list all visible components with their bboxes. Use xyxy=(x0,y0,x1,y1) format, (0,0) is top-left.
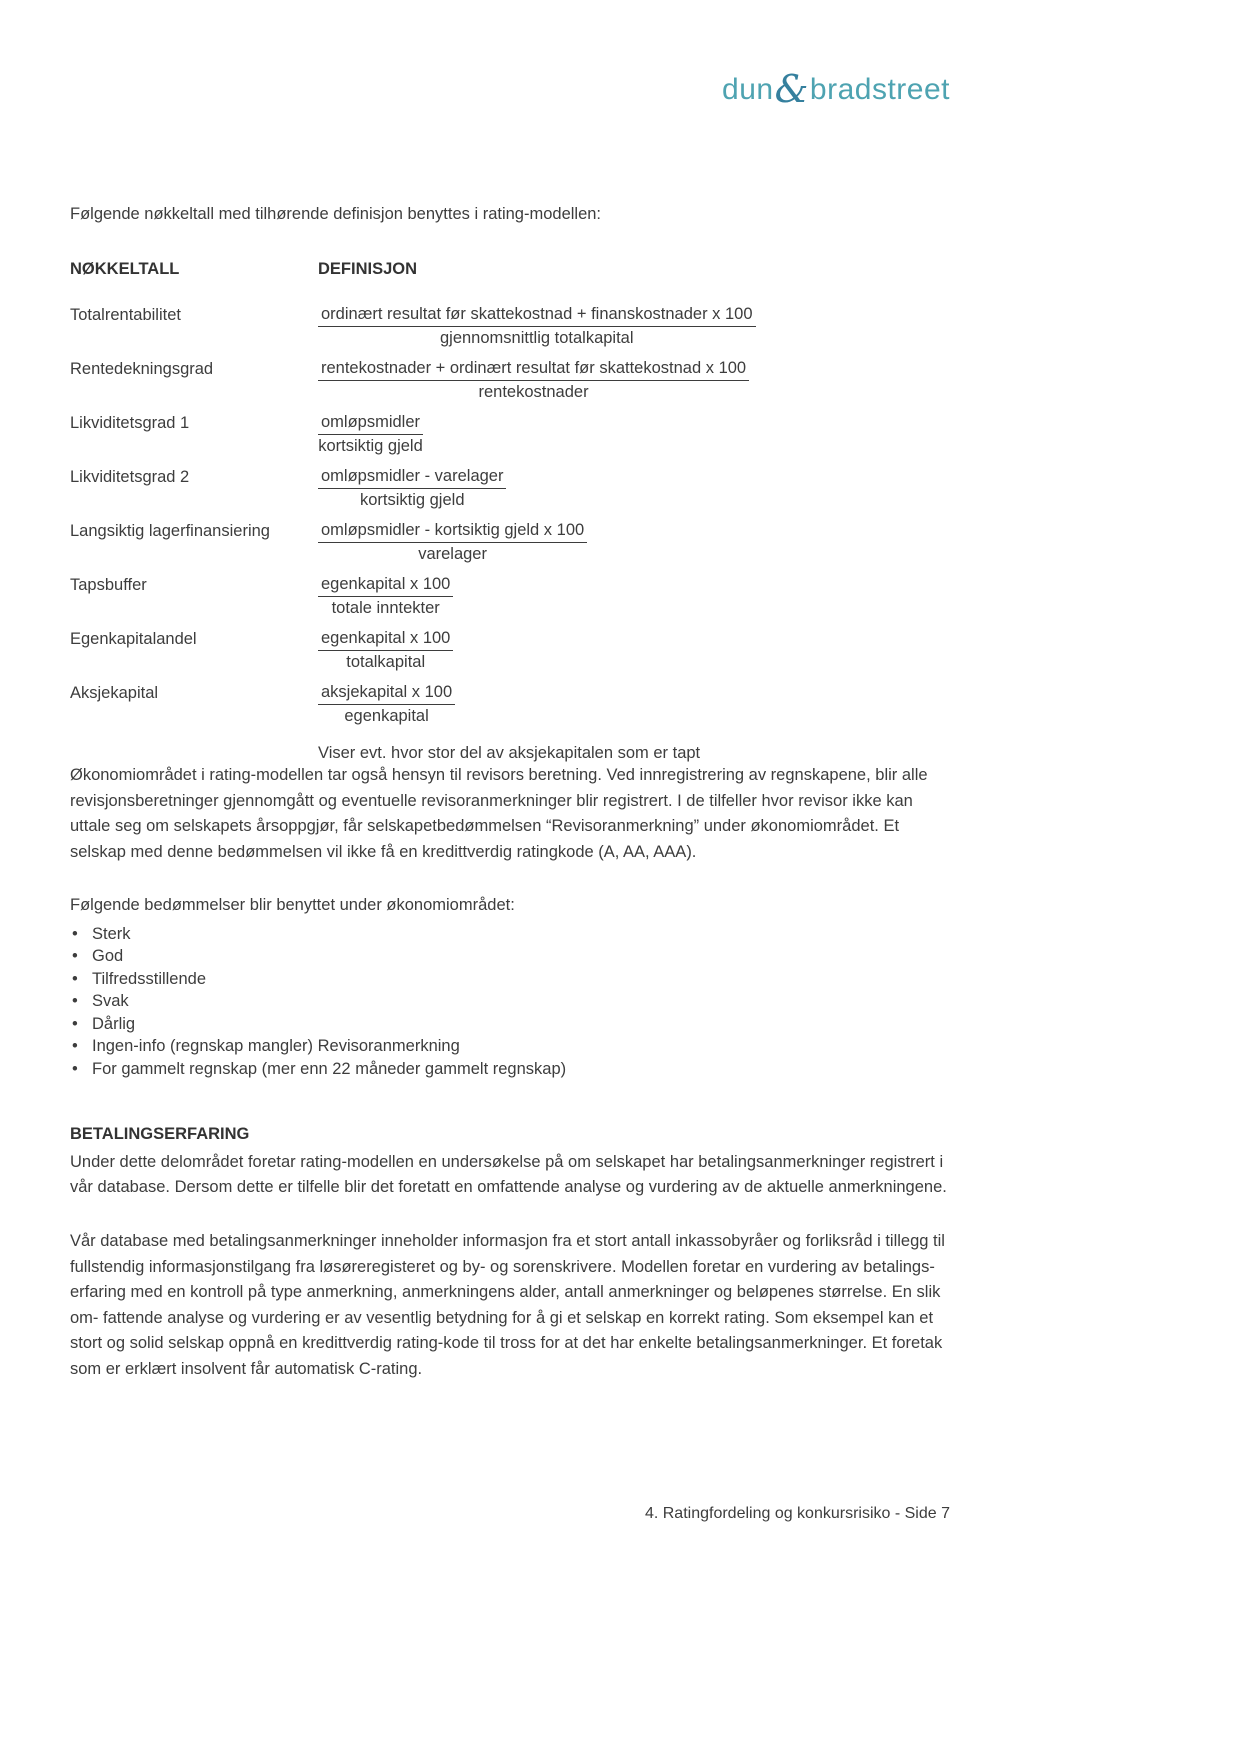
assessments-list xyxy=(70,923,950,1081)
fraction-numerator: omløpsmidler xyxy=(318,413,423,435)
key-figure-definition xyxy=(318,467,506,510)
key-figure-row xyxy=(70,359,950,402)
intro-text: Følgende nøkkeltall med tilhørende definisjon benyttes i rating-modellen: xyxy=(70,205,602,223)
page-content xyxy=(70,205,950,1406)
key-figure-row xyxy=(70,629,950,672)
column-header-definisjon: DEFINISJON xyxy=(318,260,418,278)
key-figure-row xyxy=(70,467,950,510)
key-figure-label: Tapsbuffer xyxy=(70,576,147,594)
fraction-numerator: egenkapital x 100 xyxy=(318,575,453,597)
key-figure-label: Likviditetsgrad 2 xyxy=(70,468,190,486)
key-figure-definition xyxy=(318,683,455,726)
assessment-item: • Dårlig xyxy=(70,1013,950,1036)
key-figure-row xyxy=(70,575,950,618)
fraction-numerator: egenkapital x 100 xyxy=(318,629,453,651)
assessments-intro: Følgende bedømmelser blir benyttet under økonomiområdet: xyxy=(70,896,515,915)
betalingserfaring-heading: BETALINGSERFARING xyxy=(70,1125,250,1144)
fraction-denominator: egenkapital xyxy=(344,707,429,725)
fraction-numerator: ordinært resultat før skattekostnad + finanskostnader x 100 xyxy=(318,305,756,327)
logo-ampersand: & xyxy=(774,67,809,111)
logo-word-bradstreet: bradstreet xyxy=(809,73,950,106)
key-figure-row xyxy=(70,521,950,564)
key-figure-row xyxy=(70,413,950,456)
key-figure-row xyxy=(70,683,950,726)
fraction-numerator: aksjekapital x 100 xyxy=(318,683,455,705)
betalingserfaring-paragraph-2: Vår database med betalingsanmerkninger inneholder informasjon fra et stort antall inkassobyråer og forliksråd i tillegg til fullstendig informasjonstilgang fra løsøreregisteret og by- og sorenskrivere. Modellen foretar en vurdering av betalings- erfaring med en kontroll på type anmerkning, anmerkningens alder, antall anmerkninger og beløpenes størrelse. En slik om- fattende analyse og vurdering er av vesentlig betydning for å gi et selskap en korrekt rating. Som eksempel kan et stort og solid selskap oppnå en kredittverdig rating-kode til tross for at det har enkelte betalingsanmerkninger. Et foretak som er erklært insolvent får automatisk C-rating. xyxy=(70,1232,945,1378)
key-figure-label: Aksjekapital xyxy=(70,684,159,702)
key-figure-definition xyxy=(318,629,453,672)
assessment-item: • God xyxy=(70,945,950,968)
key-figure-definition xyxy=(318,305,756,348)
key-figure-label: Egenkapitalandel xyxy=(70,630,197,648)
betalingserfaring-paragraph-1: Under dette delområdet foretar rating-modellen en undersøkelse på om selskapet har betalingsanmerkninger registrert i vår database. Dersom dette er tilfelle blir det foretatt en omfattende analyse og vurdering av de aktuelle anmerkningene. xyxy=(70,1152,947,1197)
assessment-item: • Tilfredsstillende xyxy=(70,968,950,991)
key-figure-definition xyxy=(318,521,587,564)
assessment-item: • Sterk xyxy=(70,923,950,946)
fraction-numerator: rentekostnader + ordinært resultat før skattekostnad x 100 xyxy=(318,359,749,381)
fraction-denominator: varelager xyxy=(418,545,487,563)
assessment-item: • Svak xyxy=(70,990,950,1013)
key-figure-row xyxy=(70,305,950,348)
key-figure-definition xyxy=(318,575,453,618)
assessment-item: • Ingen-info (regnskap mangler) Revisoranmerkning xyxy=(70,1035,950,1058)
key-figure-label: Totalrentabilitet xyxy=(70,306,181,324)
key-figure-definition xyxy=(318,359,749,402)
key-figures-header xyxy=(70,260,950,279)
assessment-item: • For gammelt regnskap (mer enn 22 måneder gammelt regnskap) xyxy=(70,1058,950,1081)
logo-word-dun: dun xyxy=(722,73,774,106)
fraction-numerator: omløpsmidler - kortsiktig gjeld x 100 xyxy=(318,521,587,543)
key-figure-label: Rentedekningsgrad xyxy=(70,360,214,378)
economy-paragraph: Økonomiområdet i rating-modellen tar også hensyn til revisors beretning. Ved innregistrering av regnskapene, blir alle revisjonsberetninger gjennomgått og eventuelle revisoranmerkninger blir registrert. I de tilfeller hvor revisor ikke kan uttale seg om selskapets årsoppgjør, får selskapetbedømmelsen “Revisoranmerkning” under økonomiområdet. Et selskap med denne bedømmelsen vil ikke få en kredittverdig ratingkode (A, AA, AAA). xyxy=(70,766,928,861)
fraction-numerator: omløpsmidler - varelager xyxy=(318,467,506,489)
column-header-nokkeltall: NØKKELTALL xyxy=(70,260,180,278)
fraction-denominator: kortsiktig gjeld xyxy=(359,491,465,509)
fraction-denominator: totale inntekter xyxy=(331,599,440,617)
page-footer: 4. Ratingfordeling og konkursrisiko - Side 7 xyxy=(644,1505,950,1522)
fraction-denominator: rentekostnader xyxy=(478,383,589,401)
fraction-denominator: kortsiktig gjeld xyxy=(318,437,423,455)
key-figure-definition xyxy=(318,413,423,456)
aksjekapital-note: Viser evt. hvor stor del av aksjekapitalen som er tapt xyxy=(318,744,701,762)
fraction-denominator: totalkapital xyxy=(346,653,426,671)
fraction-denominator: gjennomsnittlig totalkapital xyxy=(439,329,634,347)
key-figure-label: Likviditetsgrad 1 xyxy=(70,414,190,432)
dun-bradstreet-logo xyxy=(722,67,950,111)
key-figure-label: Langsiktig lagerfinansiering xyxy=(70,522,270,540)
